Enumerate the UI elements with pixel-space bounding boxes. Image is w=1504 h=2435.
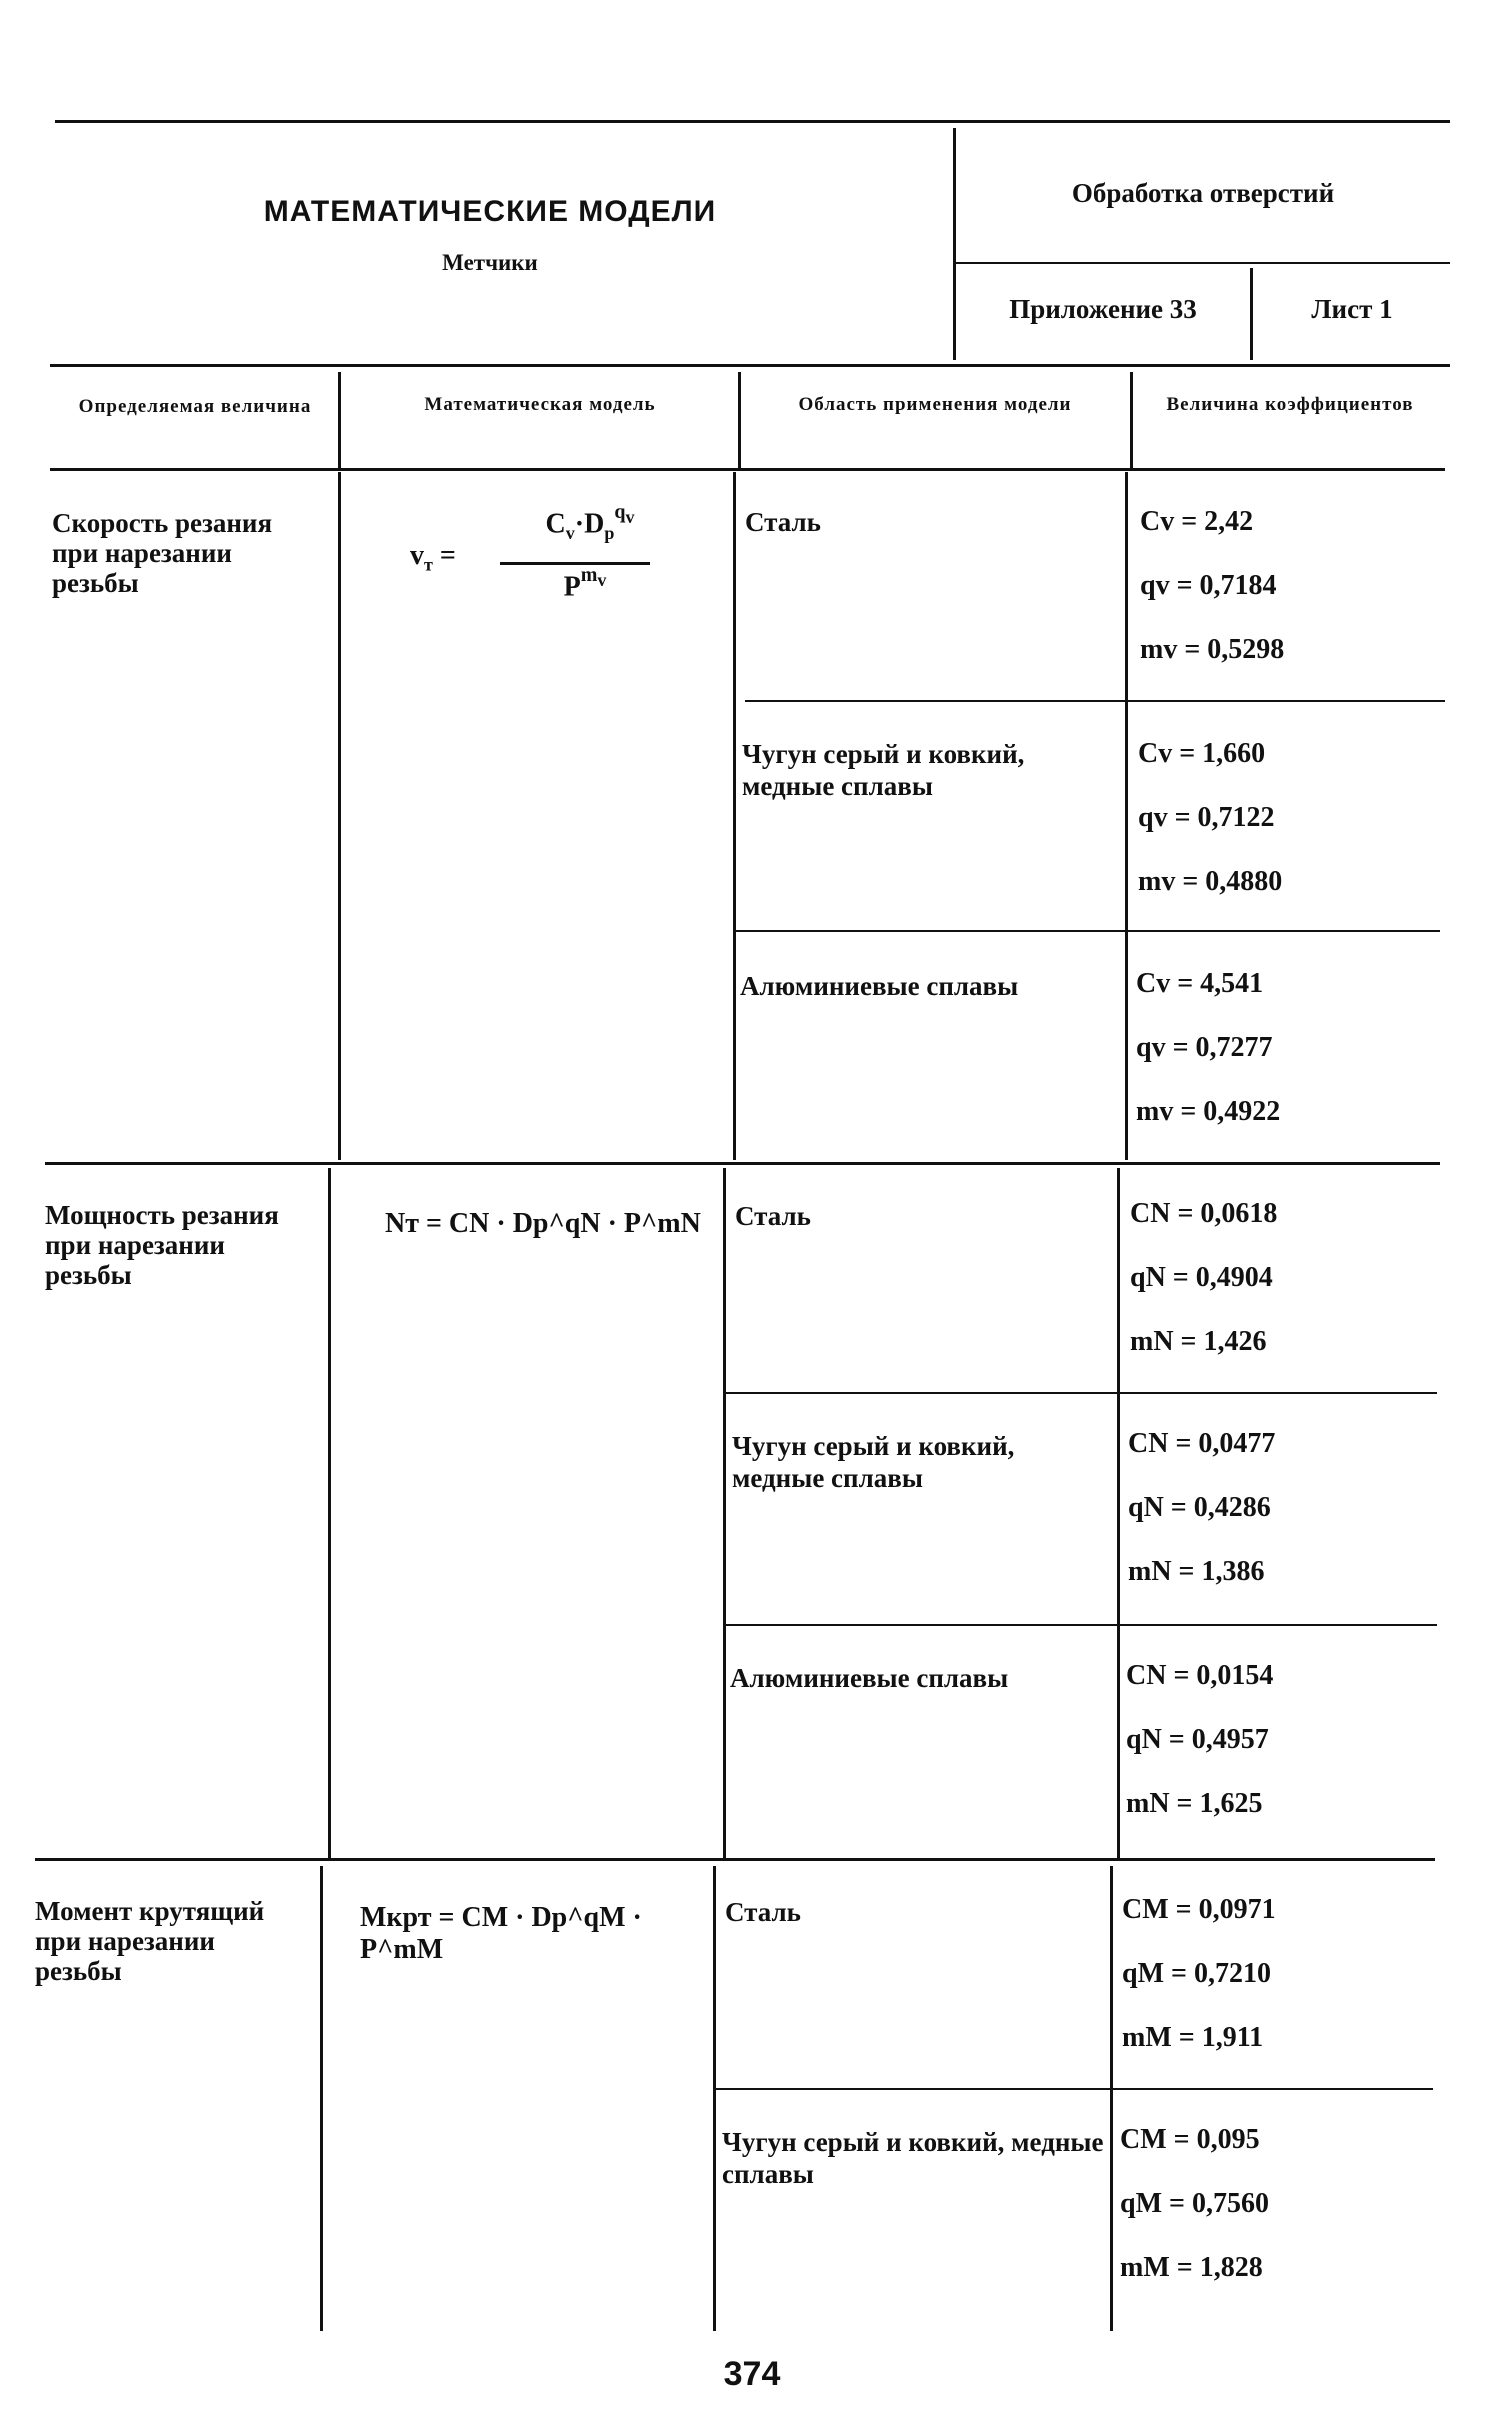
row-rule <box>725 1392 1437 1394</box>
coef: qv = 0,7277 <box>1136 1032 1273 1063</box>
section-rule <box>45 1162 1440 1165</box>
sheet-label: Лист 1 <box>1311 294 1393 324</box>
col-line <box>1125 472 1128 1160</box>
coef: CM = 0,0971 <box>1122 1894 1276 1925</box>
header-split-rule <box>955 262 1450 264</box>
column-header-quantity: Определяемая величина <box>78 396 312 417</box>
col-line <box>1117 1168 1120 1858</box>
coef: CM = 0,095 <box>1120 2124 1260 2155</box>
column-header-rule <box>50 468 1445 471</box>
formula-speed-lhs: $v_т$ = <box>410 540 456 575</box>
fraction-line <box>500 562 650 565</box>
col-line <box>738 372 741 468</box>
coef: mN = 1,386 <box>1128 1556 1265 1587</box>
row-rule <box>735 930 1440 932</box>
page-subtitle: Метчики <box>442 250 538 275</box>
coef: qv = 0,7184 <box>1140 570 1277 601</box>
row-rule <box>715 2088 1433 2090</box>
area-aluminium: Алюминиевые сплавы <box>730 1663 1009 1693</box>
area-steel: Сталь <box>725 1897 801 1927</box>
page-title: МАТЕМАТИЧЕСКИЕ МОДЕЛИ <box>263 195 717 228</box>
area-cast-iron: Чугун серый и ковкий, медные сплавы <box>742 739 1025 801</box>
coef: Cv = 1,660 <box>1138 738 1266 769</box>
column-header-area: Область применения модели <box>798 394 1072 415</box>
col-line <box>733 472 736 1160</box>
coef: mN = 1,625 <box>1126 1788 1263 1819</box>
coef: qN = 0,4904 <box>1130 1262 1273 1293</box>
column-header-model: Математическая модель <box>424 394 656 415</box>
row-rule <box>725 1624 1437 1626</box>
coef: CN = 0,0477 <box>1128 1428 1276 1459</box>
col-line <box>320 1866 323 2331</box>
section-rule <box>35 1858 1435 1861</box>
quantity-torque: Момент крутящий при нарезании резьбы <box>35 1896 265 1986</box>
page-number: 374 <box>723 2355 781 2393</box>
area-aluminium: Алюминиевые сплавы <box>740 971 1019 1001</box>
coef: Cv = 4,541 <box>1136 968 1264 999</box>
area-steel: Сталь <box>735 1201 811 1231</box>
coef: qv = 0,7122 <box>1138 802 1275 833</box>
header-divider <box>953 128 956 360</box>
coef: mM = 1,911 <box>1122 2022 1264 2053</box>
formula-power: Nт = CN · Dp^qN · P^mN <box>385 1208 701 1239</box>
column-header-coefficients: Величина коэффициентов <box>1166 394 1414 415</box>
header-bottom-rule <box>50 364 1450 367</box>
coef: qN = 0,4286 <box>1128 1492 1271 1523</box>
col-line <box>723 1168 726 1858</box>
coef: qM = 0,7210 <box>1122 1958 1271 1989</box>
coef: mM = 1,828 <box>1120 2252 1263 2283</box>
coef: mN = 1,426 <box>1130 1326 1267 1357</box>
coef: CN = 0,0154 <box>1126 1660 1274 1691</box>
row-rule <box>745 700 1445 702</box>
coef: CN = 0,0618 <box>1130 1198 1278 1229</box>
col-line <box>1130 372 1133 468</box>
col-line <box>338 372 341 468</box>
col-line <box>713 1866 716 2331</box>
section-title: Обработка отверстий <box>1071 178 1335 208</box>
coef: mv = 0,5298 <box>1140 634 1285 665</box>
area-steel: Сталь <box>745 507 821 537</box>
coef: qM = 0,7560 <box>1120 2188 1269 2219</box>
coef: mv = 0,4922 <box>1136 1096 1281 1127</box>
sheet-divider <box>1250 268 1253 360</box>
coef: Cv = 2,42 <box>1140 506 1254 537</box>
formula-speed-denominator: $P^{m_v}$ <box>563 564 607 603</box>
col-line <box>1110 1866 1113 2331</box>
col-line <box>328 1168 331 1858</box>
quantity-power: Мощность резания при нарезании резьбы <box>45 1200 279 1290</box>
formula-torque: Mкрт = CM · Dp^qM · P^mM <box>360 1902 642 1965</box>
appendix-label: Приложение 33 <box>1009 294 1197 324</box>
quantity-speed: Скорость резания при нарезании резьбы <box>52 508 273 598</box>
area-cast-iron: Чугун серый и ковкий, медные сплавы <box>732 1431 1015 1493</box>
coef: qN = 0,4957 <box>1126 1724 1269 1755</box>
col-line <box>338 472 341 1160</box>
coef: mv = 0,4880 <box>1138 866 1283 897</box>
area-cast-iron: Чугун серый и ковкий, медные сплавы <box>722 2127 1104 2189</box>
top-rule <box>55 120 1450 123</box>
formula-speed-numerator: $C_v\cdot D_p^{q_v}$ <box>545 501 635 543</box>
